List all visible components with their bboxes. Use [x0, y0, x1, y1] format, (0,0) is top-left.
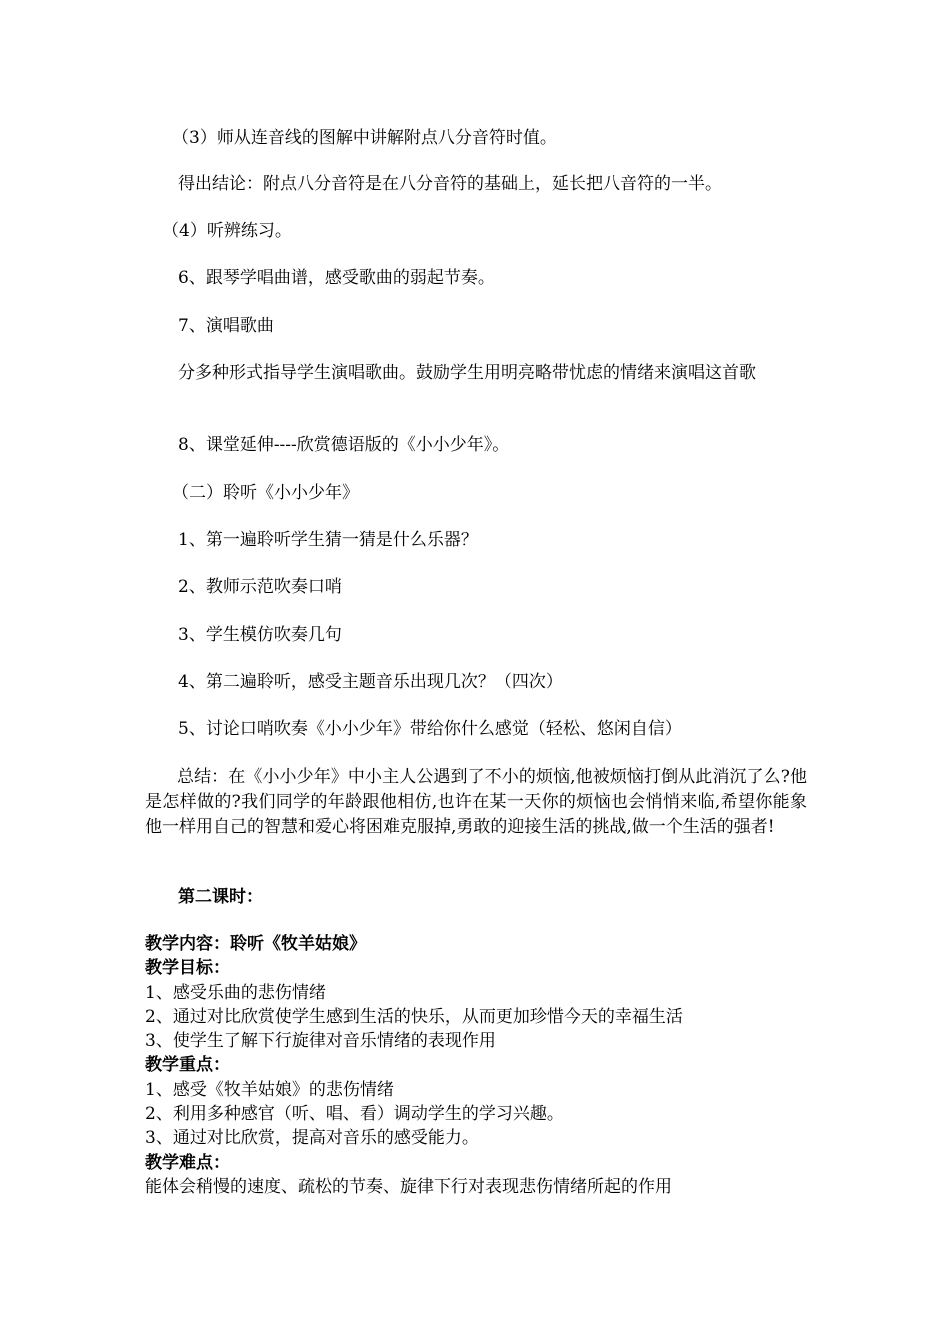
listen-item-3: 3、学生模仿吹奏几句	[178, 625, 342, 645]
difficulty-text: 能体会稍慢的速度、疏松的节奏、旋律下行对表现悲伤情绪所起的作用	[145, 1176, 672, 1197]
lesson-2-plan	[145, 932, 683, 1199]
listen-item-5: 5、讨论口哨吹奏《小小少年》带给你什么感觉（轻松、悠闲自信）	[178, 719, 682, 739]
goal-item-1: 1、感受乐曲的悲伤情绪	[145, 982, 326, 1003]
step-3-text: （3）师从连音线的图解中讲解附点八分音符时值。	[172, 128, 557, 148]
teaching-content: 教学内容：聆听《牧羊姑娘》	[145, 934, 366, 954]
listen-item-4: 4、第二遍聆听，感受主题音乐出现几次？（四次）	[178, 672, 563, 692]
step-7-detail-paragraph: 分多种形式指导学生演唱歌曲。鼓励学生用明亮略带忧虑的情绪来演唱这首歌	[178, 363, 756, 383]
summary-paragraph: 总结：在《小小少年》中小主人公遇到了不小的烦恼,他被烦恼打倒从此消沉了么?他是怎样做的?我们同学的年龄跟他相仿,也许在某一天你的烦恼也会悄悄来临,希望你能象他一样用自己的智慧和爱心将困难克服掉,勇敢的迎接生活的挑战,做一个生活的强者!	[145, 767, 807, 837]
key-point-item-1: 1、感受《牧羊姑娘》的悲伤情绪	[145, 1079, 394, 1100]
key-point-item-2: 2、利用多种感官（听、唱、看）调动学生的学习兴趣。	[145, 1104, 564, 1125]
key-point-item-3: 3、通过对比欣赏，提高对音乐的感受能力。	[145, 1128, 479, 1149]
lesson-2-title: 第二课时：	[178, 887, 263, 907]
goals-label: 教学目标：	[145, 958, 230, 979]
difficulty-label: 教学难点：	[145, 1152, 230, 1173]
step-8-text: 8、课堂延伸----欣赏德语版的《小小少年》。	[178, 435, 510, 455]
listen-item-2: 2、教师示范吹奏口哨	[178, 577, 342, 597]
listen-item-1: 1、第一遍聆听学生猜一猜是什么乐器？	[178, 530, 478, 550]
goal-item-3: 3、使学生了解下行旋律对音乐情绪的表现作用	[145, 1031, 496, 1052]
goal-item-2: 2、通过对比欣赏使学生感到生活的快乐，从而更加珍惜今天的幸福生活	[145, 1006, 683, 1027]
step-6-text: 6、跟琴学唱曲谱，感受歌曲的弱起节奏。	[178, 268, 495, 288]
conclusion-text: 得出结论：附点八分音符是在八分音符的基础上，延长把八音符的一半。	[178, 174, 722, 194]
key-points-label: 教学重点：	[145, 1055, 230, 1076]
step-7-text: 7、演唱歌曲	[178, 316, 274, 336]
step-4-text: （4）听辨练习。	[162, 221, 292, 241]
section-2-heading: （二）聆听《小小少年》	[172, 483, 359, 503]
